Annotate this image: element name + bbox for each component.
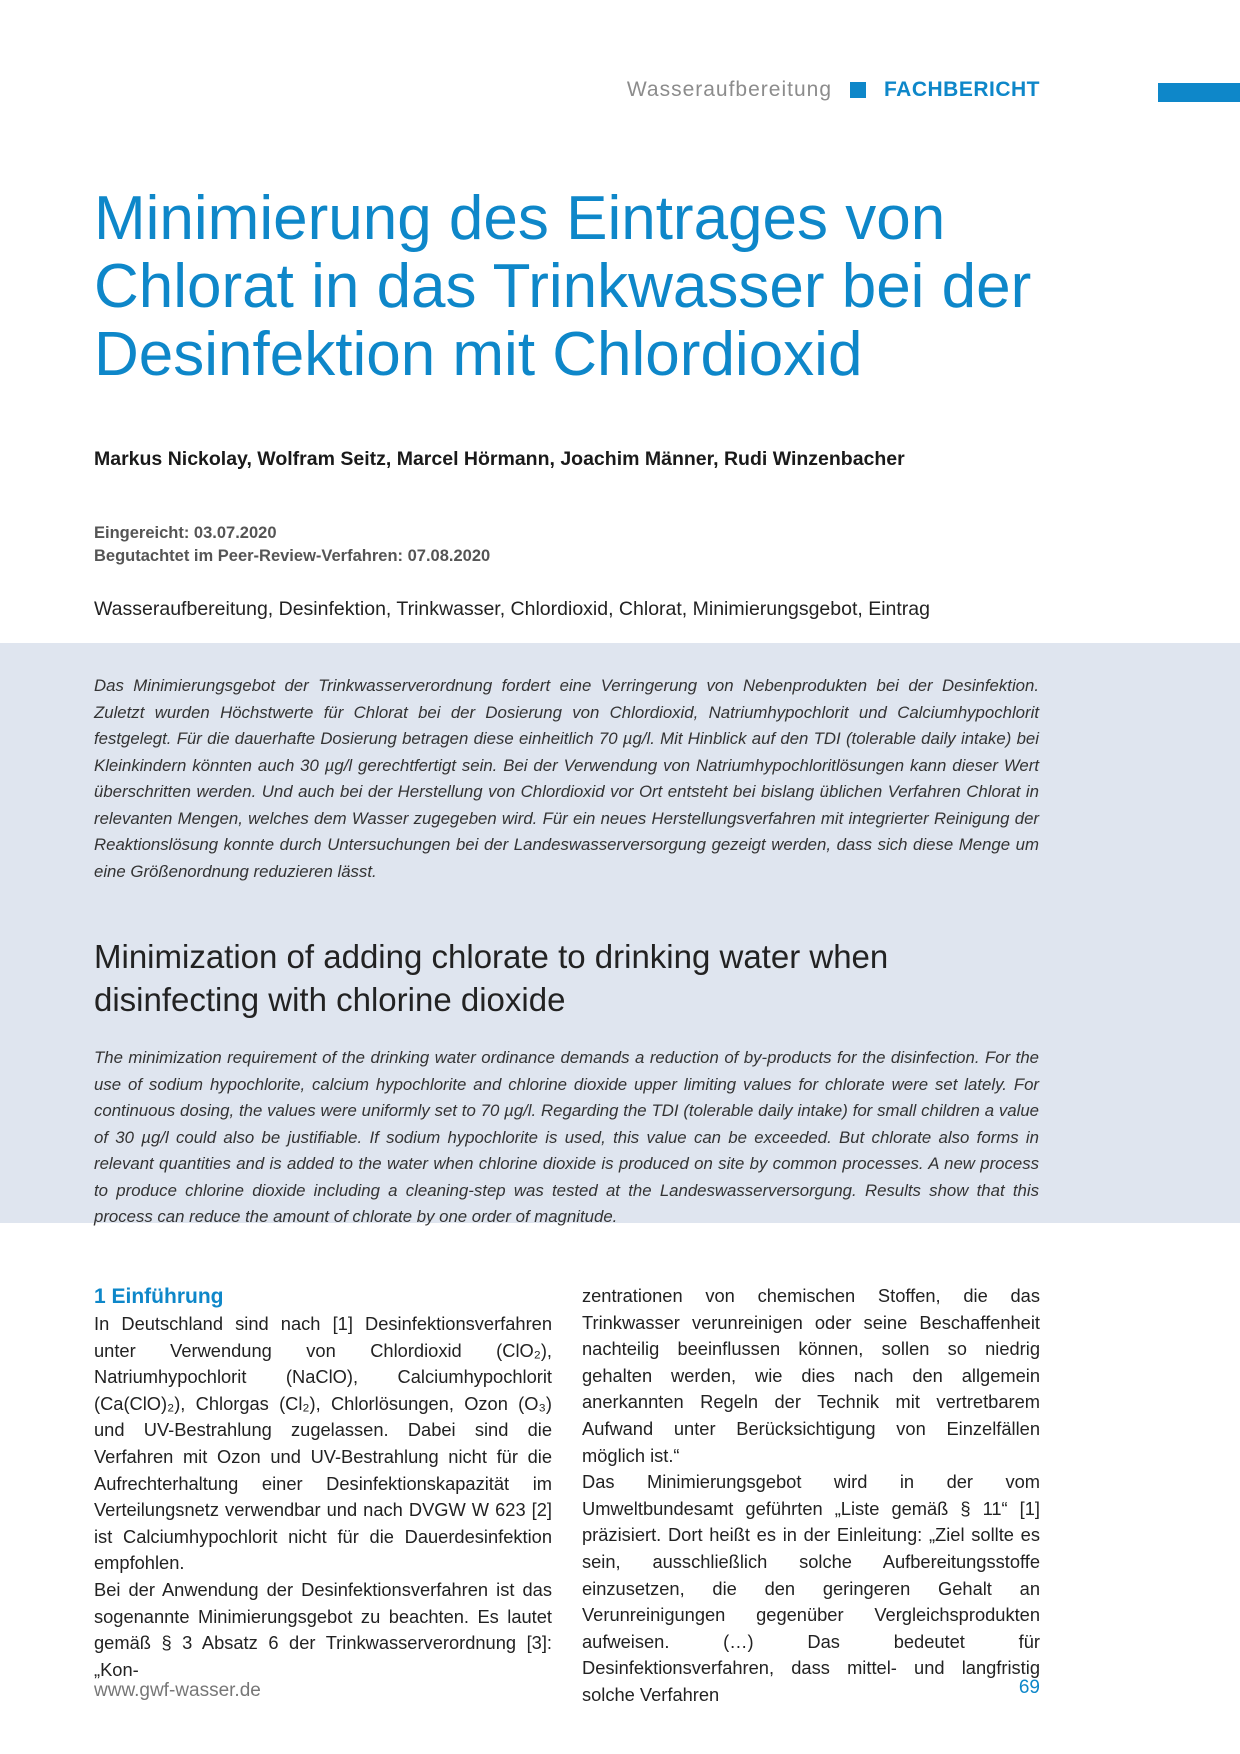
- page-number: 69: [1018, 1677, 1040, 1698]
- header-section: Wasseraufbereitung: [626, 78, 832, 101]
- abstract-german: Das Minimierungsgebot der Trinkwasserverordnung fordert eine Verringerung von Nebenprodukten bei der Desinfektion. Zuletzt wurden Höchstwerte für Chlorat bei der Dosierung von Chlordioxid, Natriumhypochlorit und Calciumhypochlorit festgelegt. Für die dauerhafte Dosierung betragen diese einheitlich 70 µg/l. Mit Hinblick auf den TDI (tolerable daily intake) bei Kleinkindern könnten auch 30 µg/l gerechtfertigt sein. Bei der Verwendung von Natriumhypochloritlösungen kann dieser Wert überschritten werden. Und auch bei der Herstellung von Chlordioxid vor Ort entsteht bei bislang üblichen Verfahren Chlorat in relevanten Mengen, welches dem Wasser zugegeben wird. Für ein neues Herstellungsverfahren mit integrierter Reinigung der Reaktionslösung konnte durch Untersuchungen bei der Landeswasserversorgung gezeigt werden, dass sich diese Menge um eine Größenordnung reduzieren lässt.: [94, 676, 1039, 881]
- running-header: [627, 78, 1040, 102]
- title-line-2: Chlorat in das Trinkwasser bei der: [94, 252, 1032, 321]
- abstract-english: The minimization requirement of the drinking water ordinance demands a reduction of by-products for the disinfection. For the use of sodium hypochlorite, calcium hypochlorite and chlorine dioxide upper limiting values for chlorate were set lately. For continuous dosing, the values were uniformly set to 70 µg/l. Regarding the TDI (tolerable daily intake) for small children a value of 30 µg/l could also be justifiable. If sodium hypochlorite is used, this value can be exceeded. But chlorate also forms in relevant quantities and is added to the water when chlorine dioxide is produced on site by common processes. A new process to produce chlorine dioxide including a cleaning-step was tested at the Landeswasserversorgung. Results show that this process can reduce the amount of chlorate by one order of magnitude.: [94, 1048, 1039, 1226]
- header-type: FACHBERICHT: [884, 78, 1040, 101]
- body-paragraph: Bei der Anwendung der Desinfektionsverfahren ist das sogenannte Minimierungsgebot zu beachten. Es lautet gemäß § 3 Absatz 6 der Trinkwasserverordnung [3]: „Kon-: [94, 1578, 552, 1680]
- reviewed-date: Begutachtet im Peer-Review-Verfahren: 07.08.2020: [94, 547, 491, 565]
- submitted-date: Eingereicht: 03.07.2020: [94, 524, 277, 542]
- keywords: Wasseraufbereitung, Desinfektion, Trinkwasser, Chlordioxid, Chlorat, Minimierungsgebot, Eintrag: [94, 598, 930, 620]
- body-paragraph: Das Minimierungsgebot wird in der vom Umweltbundesamt geführten „Liste gemäß § 11“ [1] präzisiert. Dort heißt es in der Einleitung: „Ziel sollte es sein, ausschließlich solche Aufbereitungsstoffe einzusetzen, die den geringeren Gehalt an Verunreinigungen gegenüber Vergleichsprodukten aufweisen. (…) Das bedeutet für Desinfektionsverfahren, dass mittel- und langfristig solche Verfahren: [582, 1471, 1040, 1705]
- body-paragraph: In Deutschland sind nach [1] Desinfektionsverfahren unter Verwendung von Chlordioxid (ClO₂), Natriumhypochlorit (NaClO), Calciumhypochlorit (Ca(ClO)₂), Chlorgas (Cl₂), Chlorlösungen, Ozon (O₃) und UV-Bestrahlung zugelassen. Dabei sind die Verfahren mit Ozon und UV-Bestrahlung nicht für die Aufrechterhaltung einer Desinfektionskapazität im Verteilungsnetz verwendbar und nach DVGW W 623 [2] ist Calciumhypochlorit nicht für die Dauerdesinfektion empfohlen.: [94, 1313, 552, 1574]
- authors: Markus Nickolay, Wolfram Seitz, Marcel Hörmann, Joachim Männer, Rudi Winzenbacher: [94, 448, 905, 470]
- body-column-right: [582, 1283, 1040, 1709]
- header-square-icon: [850, 82, 866, 98]
- header-accent-bar: [1158, 83, 1240, 102]
- body-paragraph: zentrationen von chemischen Stoffen, die das Trinkwasser verunreinigen oder seine Beschaffenheit nachteilig beeinflussen können, sollen so niedrig gehalten werden, wie dies nach den allgemein anerkannten Regeln der Technik mit vertretbarem Aufwand unter Berücksichtigung von Einzelfällen möglich ist.“: [582, 1285, 1040, 1466]
- dates: [94, 522, 490, 568]
- article-title: [94, 185, 1094, 389]
- english-title-line-2: disinfecting with chlorine dioxide: [94, 981, 566, 1018]
- body-column-left: [94, 1283, 552, 1683]
- english-title: [94, 935, 1094, 1021]
- section-heading: 1 Einführung: [94, 1285, 224, 1308]
- title-line-1: Minimierung des Eintrages von: [94, 184, 946, 253]
- title-line-3: Desinfektion mit Chlordioxid: [94, 320, 863, 389]
- footer-url[interactable]: www.gwf-wasser.de: [94, 1680, 261, 1701]
- english-title-line-1: Minimization of adding chlorate to drinking water when: [94, 938, 889, 975]
